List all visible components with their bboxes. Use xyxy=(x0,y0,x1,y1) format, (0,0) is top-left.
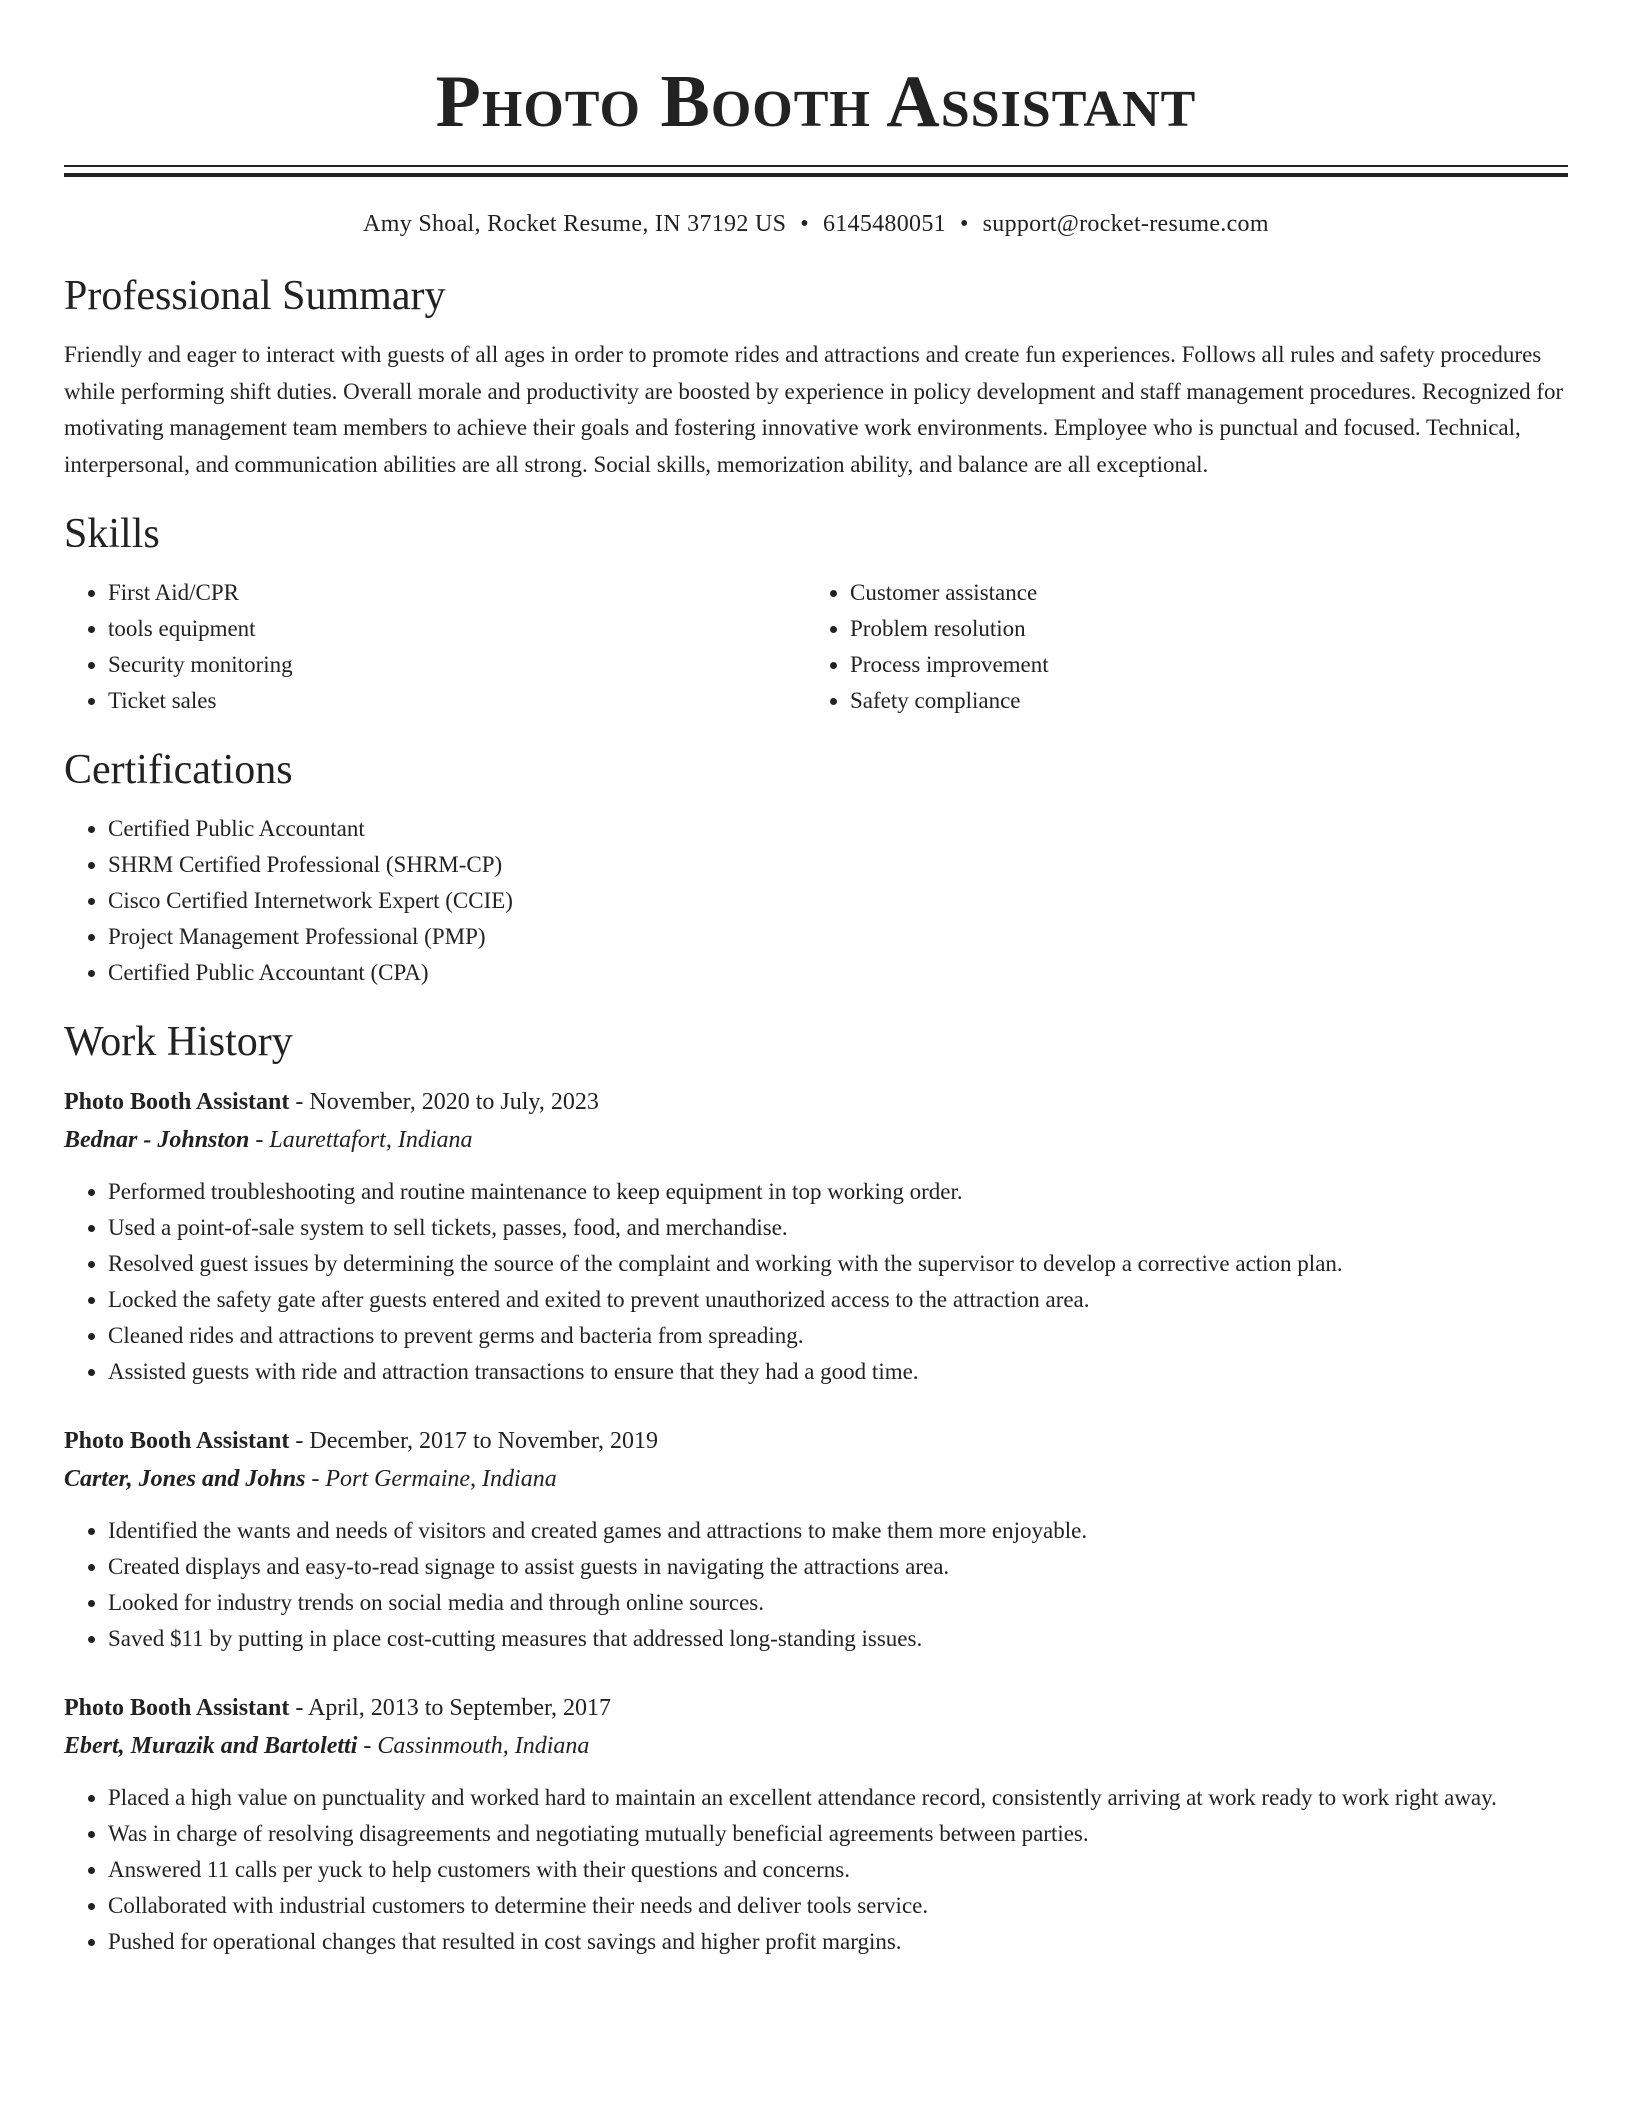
skill-item: • First Aid/CPR xyxy=(108,575,806,611)
skills-column-right xyxy=(806,575,1548,719)
certifications-heading: Certifications xyxy=(64,747,293,793)
job-dates: - April, 2013 to September, 2017 xyxy=(289,1695,612,1721)
job-duty: • Resolved guest issues by determining the source of the complaint and working with the supervisor to develop a corrective action plan. xyxy=(108,1246,1568,1282)
certifications-section xyxy=(64,745,1568,991)
job-duties xyxy=(64,1780,1568,1960)
job-duty: • Assisted guests with ride and attraction transactions to ensure that they had a good time. xyxy=(108,1354,1568,1390)
contact-separator: • xyxy=(959,211,969,237)
job-entry xyxy=(64,1422,1568,1657)
job-dates: - November, 2020 to July, 2023 xyxy=(289,1089,599,1115)
title-divider-thin xyxy=(64,165,1568,167)
certification-item: • Cisco Certified Internetwork Expert (CCIE) xyxy=(108,883,1568,919)
certification-item: • Project Management Professional (PMP) xyxy=(108,919,1568,955)
job-company-line xyxy=(64,1460,1568,1499)
contact-line xyxy=(64,209,1568,239)
title-divider-thick xyxy=(64,173,1568,177)
skill-item: • Ticket sales xyxy=(108,683,806,719)
job-location: - Cassinmouth, Indiana xyxy=(357,1733,590,1759)
job-duty: • Saved $11 by putting in place cost-cutting measures that addressed long-standing issues. xyxy=(108,1621,1568,1657)
job-duty: • Looked for industry trends on social media and through online sources. xyxy=(108,1585,1568,1621)
job-company-line xyxy=(64,1121,1568,1160)
job-duty: • Identified the wants and needs of visitors and created games and attractions to make them more enjoyable. xyxy=(108,1513,1568,1549)
job-duty: • Locked the safety gate after guests entered and exited to prevent unauthorized access to the attraction area. xyxy=(108,1282,1568,1318)
job-duty: • Was in charge of resolving disagreements and negotiating mutually beneficial agreements between parties. xyxy=(108,1816,1568,1852)
job-title-line xyxy=(64,1689,1568,1727)
skill-item: • Safety compliance xyxy=(850,683,1548,719)
job-duty: • Collaborated with industrial customers to determine their needs and deliver tools service. xyxy=(108,1888,1568,1924)
certification-item: • Certified Public Accountant xyxy=(108,811,1568,847)
skill-item: • Problem resolution xyxy=(850,611,1548,647)
job-duties xyxy=(64,1513,1568,1657)
contact-email: support@rocket-resume.com xyxy=(982,211,1269,237)
resume-page xyxy=(64,0,1568,1960)
contact-address: Amy Shoal, Rocket Resume, IN 37192 US xyxy=(363,211,787,237)
job-location: - Port Germaine, Indiana xyxy=(305,1466,557,1492)
skills-heading: Skills xyxy=(64,511,160,557)
job-duties xyxy=(64,1174,1568,1390)
job-duty: • Performed troubleshooting and routine maintenance to keep equipment in top working order. xyxy=(108,1174,1568,1210)
job-duty: • Placed a high value on punctuality and worked hard to maintain an excellent attendance record, consistently arriving at work ready to work right away. xyxy=(108,1780,1568,1816)
job-title-line xyxy=(64,1083,1568,1121)
skills-section xyxy=(64,509,1568,719)
certification-item: • Certified Public Accountant (CPA) xyxy=(108,955,1568,991)
job-title-line xyxy=(64,1422,1568,1460)
summary-text: Friendly and eager to interact with guests of all ages in order to promote rides and attractions and create fun experiences. Follows all rules and safety procedures while performing shift duties. Overall morale and productivity are boosted by experience in policy development and staff management procedures. Recognized for motivating management team members to achieve their goals and fostering innovative work environments. Employee who is punctual and focused. Technical, interpersonal, and communication abilities are all strong. Social skills, memorization ability, and balance are all exceptional. xyxy=(64,342,1564,477)
job-company: Bednar - Johnston xyxy=(64,1127,250,1153)
summary-section xyxy=(64,271,1568,483)
resume-title: Photo Booth Assistant xyxy=(435,61,1197,143)
summary-heading: Professional Summary xyxy=(64,273,446,319)
job-company: Carter, Jones and Johns xyxy=(64,1466,306,1492)
contact-separator: • xyxy=(800,211,809,237)
skills-column-left xyxy=(64,575,806,719)
skills-grid xyxy=(64,575,1568,719)
skill-item: • tools equipment xyxy=(108,611,806,647)
job-duty: • Cleaned rides and attractions to prevent germs and bacteria from spreading. xyxy=(108,1318,1568,1354)
job-company: Ebert, Murazik and Bartoletti xyxy=(64,1733,358,1759)
job-company-line xyxy=(64,1727,1568,1766)
job-duty: • Created displays and easy-to-read signage to assist guests in navigating the attractions area. xyxy=(108,1549,1568,1585)
certification-item: • SHRM Certified Professional (SHRM-CP) xyxy=(108,847,1568,883)
skill-item: • Security monitoring xyxy=(108,647,806,683)
skill-item: • Customer assistance xyxy=(850,575,1548,611)
skill-item: • Process improvement xyxy=(850,647,1548,683)
work-history-heading: Work History xyxy=(64,1019,293,1065)
job-entry xyxy=(64,1083,1568,1390)
job-entry xyxy=(64,1689,1568,1960)
job-dates: - December, 2017 to November, 2019 xyxy=(289,1428,659,1454)
job-duty: • Used a point-of-sale system to sell tickets, passes, food, and merchandise. xyxy=(108,1210,1568,1246)
contact-phone: 6145480051 xyxy=(822,211,946,237)
job-role: Photo Booth Assistant xyxy=(64,1695,290,1721)
job-role: Photo Booth Assistant xyxy=(64,1089,290,1115)
job-location: - Laurettafort, Indiana xyxy=(249,1127,473,1153)
job-duty: • Answered 11 calls per yuck to help customers with their questions and concerns. xyxy=(108,1852,1568,1888)
certifications-list xyxy=(64,811,1568,991)
job-duty: • Pushed for operational changes that resulted in cost savings and higher profit margins. xyxy=(108,1924,1568,1960)
work-history-section xyxy=(64,1017,1568,1960)
job-role: Photo Booth Assistant xyxy=(64,1428,290,1454)
